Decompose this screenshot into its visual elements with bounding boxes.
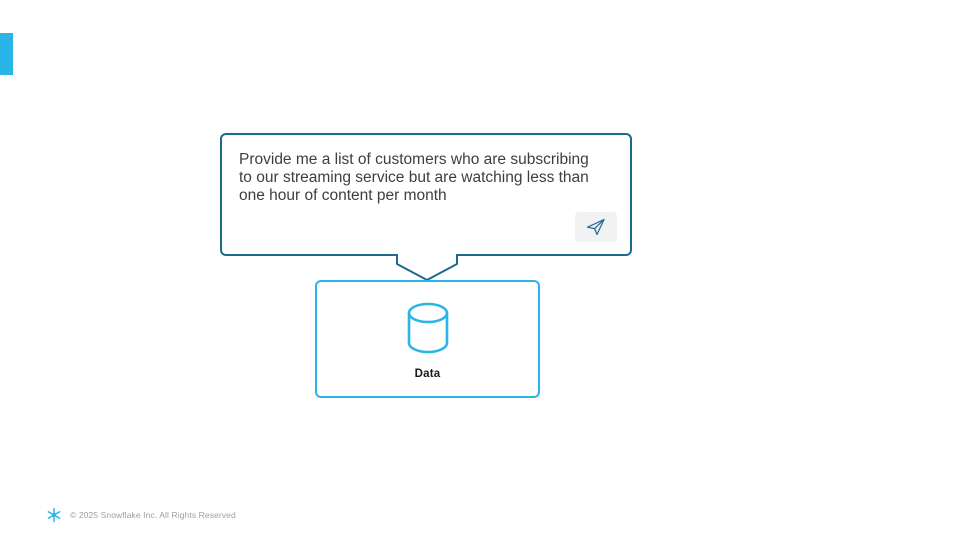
footer-copyright: © 2025 Snowflake Inc. All Rights Reserved [70, 510, 236, 520]
prompt-card [220, 133, 632, 256]
snowflake-logo [46, 507, 62, 523]
database-icon [406, 301, 450, 360]
data-node-label: Data [414, 367, 441, 380]
footer [46, 507, 236, 523]
paper-plane-icon [586, 218, 606, 236]
prompt-to-data-connector [396, 254, 458, 282]
data-node [315, 280, 540, 398]
left-edge-accent-bar [0, 33, 13, 75]
send-button[interactable] [575, 212, 617, 242]
prompt-text: Provide me a list of customers who are subscribing to our streaming service but are watching less than one hour of content per month [239, 151, 594, 204]
